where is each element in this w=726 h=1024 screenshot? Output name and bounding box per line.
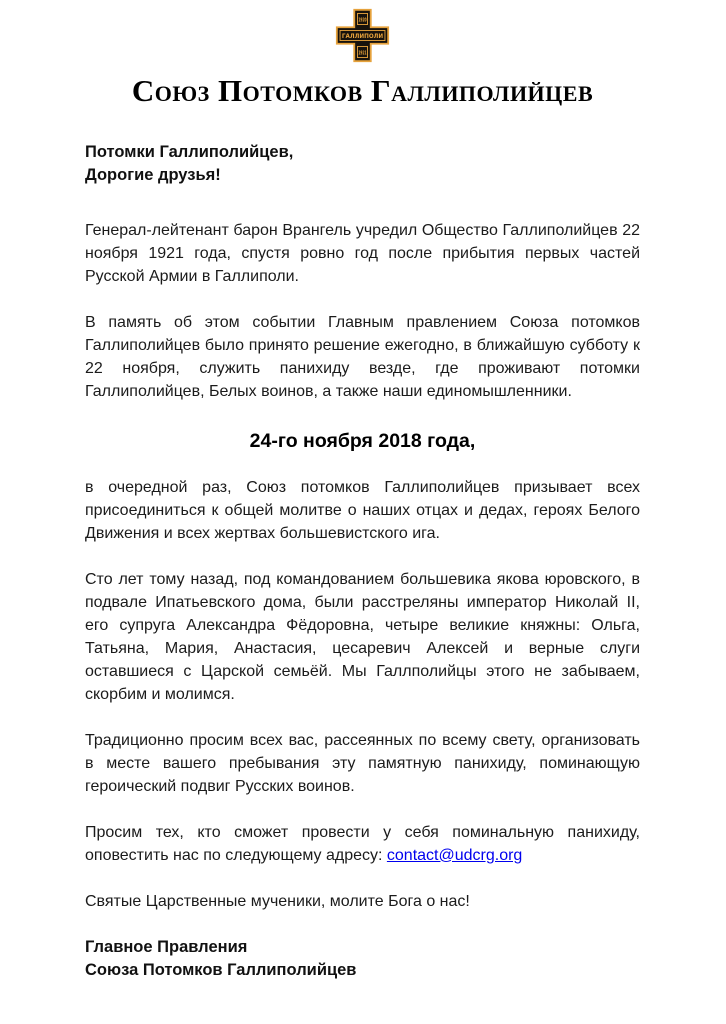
closing-line: Святые Царственные мученики, молите Бога о нас! xyxy=(85,892,470,910)
emblem-year-top: 1920 xyxy=(358,17,367,24)
paragraph-founding: Генерал-лейтенант барон Врангель учредил Общество Галлиполийцев 22 ноября 1921 года, спустя ровно год после прибытия первых частей Русской Армии в Галлиполи. xyxy=(85,221,640,285)
paragraph-contact-text: Просим тех, кто сможет провести у себя поминальную панихиду, оповестить нас по следующему адресу: xyxy=(85,823,640,864)
signature-block xyxy=(85,936,640,982)
emblem-year-bottom: 1921 xyxy=(358,50,367,57)
email-link[interactable]: contact@udcrg.org xyxy=(386,846,523,864)
page-title: Союз Потомков Галлиполийцев xyxy=(131,73,594,108)
date-heading: 24-го ноября 2018 года, xyxy=(249,429,476,452)
signature-line-1: Главное Правления xyxy=(85,937,248,956)
salutation-line-1: Потомки Галлиполийцев, xyxy=(85,142,294,161)
salutation xyxy=(85,141,640,187)
paragraph-tradition: Традиционно просим всех вас, рассеянных по всему свету, организовать в месте вашего пребывания эту памятную панихиду, поминающую героический подвиг Русских воинов. xyxy=(85,731,640,795)
gallipoli-cross-icon xyxy=(335,8,390,63)
paragraph-romanov-execution: Сто лет тому назад, под командованием большевика якова юровского, в подвале Ипатьевского дома, были расстреляны император Николай II, его супруга Александра Фёдоровна, четыре великие княжны: Ольга, Татьяна, Мария, Анастасия, цесаревич Алексей и верные слуги оставшиеся с Царской семьёй. Мы Галлполийцы этого не забываем, скорбим и молимся. xyxy=(85,570,640,703)
paragraph-memorial-decision: В память об этом событии Главным правлением Союза потомков Галлиполийцев было принято решение ежегодно, в ближайшую субботу к 22 ноября, служить панихиду везде, где проживают потомки Галлиполийцев, Белых воинов, а также наши единомышленники. xyxy=(85,313,640,400)
salutation-line-2: Дорогие друзья! xyxy=(85,165,221,184)
gallipoli-cross-emblem xyxy=(85,8,640,63)
signature-line-2: Союза Потомков Галлиполийцев xyxy=(85,960,357,979)
paragraph-contact xyxy=(85,821,640,867)
emblem-label: ГАЛЛИПОЛИ xyxy=(341,32,384,41)
paragraph-call-to-prayer: в очередной раз, Союз потомков Галлиполийцев призывает всех присоединиться к общей молитве о наших отцах и дедах, героях Белого Движения и всех жертвах большевистского ига. xyxy=(85,478,640,542)
